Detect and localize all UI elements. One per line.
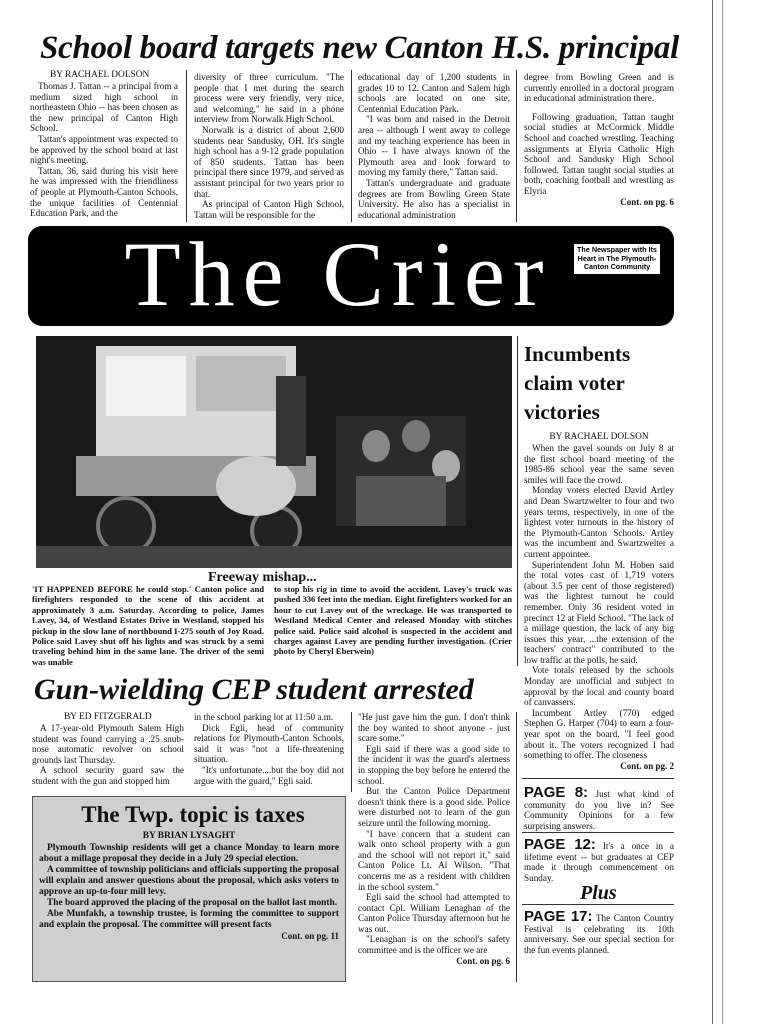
column-rule — [517, 336, 518, 666]
paragraph: "Lenaghan is on the school's safety committee and is the officer we are — [358, 934, 510, 956]
township-taxes-box — [32, 796, 346, 982]
paragraph: Abe Munfakh, a township trustee, is forming the committee to support and explain the proposal. The committee will present facts — [39, 909, 339, 930]
page-edge — [722, 0, 723, 1024]
column-rule — [516, 70, 517, 222]
paragraph: Incumbent Artley (770) edged Stephen G. Harper (704) to earn a four-year spot on the board. "I feel good about it. The voters recognized I had something to offer. The closeness — [524, 707, 674, 761]
byline: BY RACHAEL DOLSON — [549, 432, 649, 442]
paragraph: Tattan's undergraduate and graduate degrees are from Bowling Green State University. He also has a specialist in educational administration — [358, 177, 510, 220]
paragraph: "I was born and raised in the Detroit area -- although I went away to college and my teaching experience has been in Ohio -- I have always known of the Plymouth area and look forward to moving my family there," Tattan said. — [358, 114, 510, 178]
paragraph: in the school parking lot at 11:50 a.m. — [194, 712, 334, 722]
byline: BY ED FITZGERALD — [64, 712, 152, 722]
column-rule — [351, 712, 352, 792]
continued-note: Cont. on pg. 11 — [281, 931, 339, 941]
teaser-title: PAGE 17: — [524, 908, 593, 925]
masthead — [28, 223, 674, 326]
story1-col3 — [358, 72, 510, 220]
paragraph: "It's unfortunate....but the boy did not argue with the guard," Egli said. — [194, 764, 344, 786]
teaser-page-8 — [524, 784, 674, 831]
photo-caption-col2: to stop his rig in time to avoid the accident. Lavey's truck was pushed 336 feet into the median. Eight firefighters worked for an hour to cut Lavey out of the wreckage. He was transported to Westland Medical Center and released Monday with stitches police said. Police said alcohol is suspected in the accident and charges against Lavey are pending further investigation. (Crier photo by Cheryl Eberwein) — [274, 584, 512, 657]
headline-township-taxes: The Twp. topic is taxes — [81, 802, 305, 827]
paragraph: A school security guard saw the student with the gun and stopped him — [32, 765, 184, 786]
paragraph: Thomas J. Tattan -- a principal from a medium sized high school in northeastern Ohio -- has been chosen as the new principal of Canton High School. — [30, 81, 178, 134]
paragraph: Tattan's appointment was expected to be approved by the school board at last night's meeting. — [30, 133, 178, 166]
paragraph: Vote totals released by the schools Monday are unofficial and subject to approval by the local and county board of canvassers. — [524, 665, 674, 708]
story3-col1 — [32, 712, 184, 787]
photo-caption-col1: 'IT HAPPENED BEFORE he could stop.' Canton police and firefighters responded to the scene of this accident at approximately 3 a.m. Saturday. According to police, James Lavey, 34, of Westland Estates Drive in Westland, stopped his pickup in the slow lane of northbound I-275 south of Joy Road. Police said Lavey shut off his lights and was struck by a semi traveling behind him in the same lane. The driver of the semi was unable — [32, 584, 264, 667]
paragraph: "He just gave him the gun. I don't think the boy wanted to shoot anyone - just scare some." — [358, 712, 510, 744]
teaser-text: The Canton Country Festival is celebrating its 10th anniversary. See our special section for the fun events planned. — [524, 913, 674, 955]
headline-incumbents: Incumbents claim voter victories — [524, 342, 631, 424]
paragraph: The board approved the placing of the proposal on the ballot last month. — [47, 898, 338, 908]
masthead-tagline: The Newspaper with Its Heart in The Plymouth-Canton Community — [574, 244, 660, 274]
section-rule — [522, 904, 674, 905]
photo-title: Freeway mishap... — [208, 570, 317, 585]
paragraph: diversity of three curriculum. "The people that I met during the search process were very friendly, very nice, and welcoming," he said in a phone interview from Norwalk High School. — [194, 72, 344, 125]
teaser-page-17 — [524, 908, 674, 955]
continued-note: Cont. on pg. 6 — [456, 955, 510, 966]
paragraph: Dick Egli, head of community relations for Plymouth-Canton Schools, said it was "not a life-threatening situation. — [194, 722, 344, 765]
paragraph: But the Canton Police Department doesn't think there is a good side. Police were disturbed not to learn of the gun seizure until the following morning. — [358, 786, 510, 828]
paragraph: Egli said if there was a good side to the incident it was the guard's alertness in stopping the boy before he entered the school. — [358, 743, 510, 786]
section-rule — [522, 832, 674, 833]
story1-col1 — [30, 70, 178, 219]
column-rule — [186, 70, 187, 222]
paragraph: Plymouth Township residents will get a chance Monday to learn more about a millage proposal they decide in a July 29 special election. — [39, 843, 339, 864]
story2-body — [524, 432, 674, 771]
paragraph: A committee of township politicians and officials supporting the proposal will explain and answer questions about the proposal, which asks voters to approve an up-to-four mill levy. — [39, 865, 339, 897]
continued-note: Cont. on pg. 2 — [620, 760, 674, 771]
story1-col4 — [524, 72, 674, 207]
paragraph: Norwalk is a district of about 2,600 students near Sandusky, OH. It's single high school has a 9-12 grade population of 850 students. Tattan has been principal there since 1979, and served as assistant principal for two years prior to that. — [194, 124, 344, 199]
headline-gun-student: Gun-wielding CEP student arrested — [34, 673, 474, 706]
story3-col2 — [194, 712, 344, 786]
headline-school-board: School board targets new Canton H.S. principal — [40, 30, 679, 66]
paragraph: Monday voters elected David Artley and Dean Swartzwelter to four and two years terms, respectively, in one of the lightest voter turnouts in the history of the Plymouth-Canton Schools. Artley was the incumbent and Swartzwelter a current appointee. — [524, 485, 674, 559]
byline: BY RACHAEL DOLSON — [50, 70, 150, 80]
paragraph: educational day of 1,200 students in grades 10 to 12. Canton and Salem high schools are located on one site, Centennial Education Park. — [358, 72, 510, 114]
page-edge — [712, 0, 713, 1024]
paragraph: degree from Bowling Green and is currently enrolled in a doctoral program in educational administration there. — [524, 72, 674, 104]
teaser-page-12 — [524, 836, 674, 883]
teaser-title: PAGE 8: — [524, 784, 589, 801]
masthead-title: The Crier — [124, 223, 552, 325]
column-rule — [351, 70, 352, 222]
teaser-title: PAGE 12: — [524, 836, 596, 853]
paragraph: Superintendent John M. Hoben said the total votes cast of 1,719 voters (about 3.5 per cent of those registered) was the lightest turnout he could remember. Only 36 resident voted in precinct 12 at Field School. "The lack of a millage question, the lack of any big issues this year, ...the extension of the teachers' contract" contributed to the low traffic at the polls, he said. — [524, 559, 674, 665]
paragraph: As principal of Canton High School, Tattan will be responsible for the — [194, 199, 344, 220]
teaser-text: It's a once in a lifetime event -- but graduates at CEP made it through commencement on Sunday. — [524, 841, 674, 883]
continued-note: Cont. on pg. 6 — [620, 196, 674, 207]
story3-col3 — [358, 712, 510, 966]
paragraph: Tattan, 36, said during his visit here he was impressed with the friendliness of people at Plymouth-Canton Schools, the unique facilities of Centennial Education Park, and the — [30, 165, 178, 219]
teaser-text: Just what kind of community do you live in? See Community Opinions for a few surprising answers. — [524, 789, 674, 831]
column-rule — [516, 712, 517, 982]
story1-col2 — [194, 72, 344, 220]
plus-label: Plus — [580, 882, 617, 904]
accident-photo — [36, 336, 512, 568]
byline: BY BRIAN LYSAGHT — [142, 831, 236, 841]
paragraph: "I have concern that a student can walk onto school property with a gun and the school will not report it," said Canton Police Lt. Al Wilson. "That concerns me as a resident with children in the school system." — [358, 828, 510, 892]
paragraph: When the gavel sounds on July 8 at the first school board meeting of the 1985-86 school year the same seven smiles will face the crowd. — [524, 443, 674, 485]
paragraph: A 17-year-old Plymouth Salem High student was found carrying a .25 snub-nose automatic revolver on school grounds last Thursday. — [32, 723, 184, 765]
story4-body — [39, 843, 339, 942]
paragraph: Following graduation, Tattan taught social studies at McCormick Middle School and coached wrestling. Teaching assignments at Elyria Catholic High School and Sandusky High School followed. Tattan taught social studies at both, coaching football and wrestling as Elyria — [524, 111, 674, 196]
section-rule — [522, 778, 674, 779]
paragraph: Egli said the school had attempted to contact Cpl. William Lenaghan of the Canton Police Thursday afternoon but he was out. — [358, 892, 510, 934]
